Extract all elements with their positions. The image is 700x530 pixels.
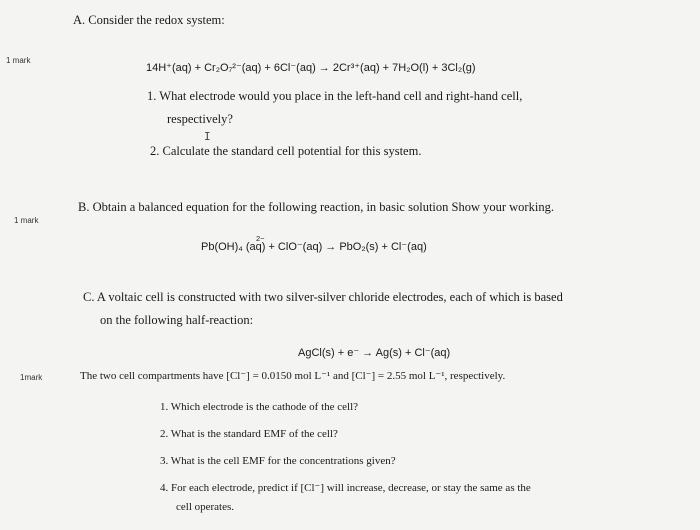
section-c-heading-line1: C. A voltaic cell is constructed with two silver-silver chloride electrodes, each of which is based bbox=[83, 290, 563, 304]
section-a-q1-line1: 1. What electrode would you place in the left-hand cell and right-hand cell, bbox=[147, 89, 523, 103]
section-c-half-reaction: AgCl(s) + e⁻ → Ag(s) + Cl⁻(aq) bbox=[298, 347, 451, 359]
section-a-equation: 14H⁺(aq) + Cr₂O₇²⁻(aq) + 6Cl⁻(aq) → 2Cr³⁺(aq) + 7H₂O(l) + 3Cl₂(g) bbox=[146, 62, 476, 74]
section-b-charge-label: 2− bbox=[256, 234, 265, 243]
section-a-q2: 2. Calculate the standard cell potential for this system. bbox=[150, 144, 422, 158]
text-cursor-icon: I bbox=[204, 130, 211, 143]
section-b-equation: Pb(OH)₄ (aq) + ClO⁻(aq) → PbO₂(s) + Cl⁻(aq) bbox=[201, 241, 427, 253]
section-a-mark: 1 mark bbox=[6, 56, 31, 65]
section-a-heading: A. Consider the redox system: bbox=[73, 13, 225, 27]
section-b-heading: B. Obtain a balanced equation for the following reaction, in basic solution Show your working. bbox=[78, 200, 554, 214]
section-c-heading-line2: on the following half-reaction: bbox=[100, 313, 254, 327]
section-c-question: 2. What is the standard EMF of the cell? bbox=[160, 428, 338, 440]
section-c-question: 3. What is the cell EMF for the concentrations given? bbox=[160, 455, 396, 467]
section-a-q1-line2: respectively? bbox=[167, 112, 233, 126]
section-c-mark: 1mark bbox=[20, 373, 43, 382]
section-c-question: 4. For each electrode, predict if [Cl⁻] will increase, decrease, or stay the same as the bbox=[160, 482, 531, 494]
section-b-mark: 1 mark bbox=[14, 216, 39, 225]
section-c-question: 1. Which electrode is the cathode of the cell? bbox=[160, 401, 359, 413]
section-c-q4-line2: cell operates. bbox=[176, 501, 235, 513]
section-c-compartments: The two cell compartments have [Cl⁻] = 0.0150 mol L⁻¹ and [Cl⁻] = 2.55 mol L⁻¹, respectively. bbox=[80, 370, 506, 382]
